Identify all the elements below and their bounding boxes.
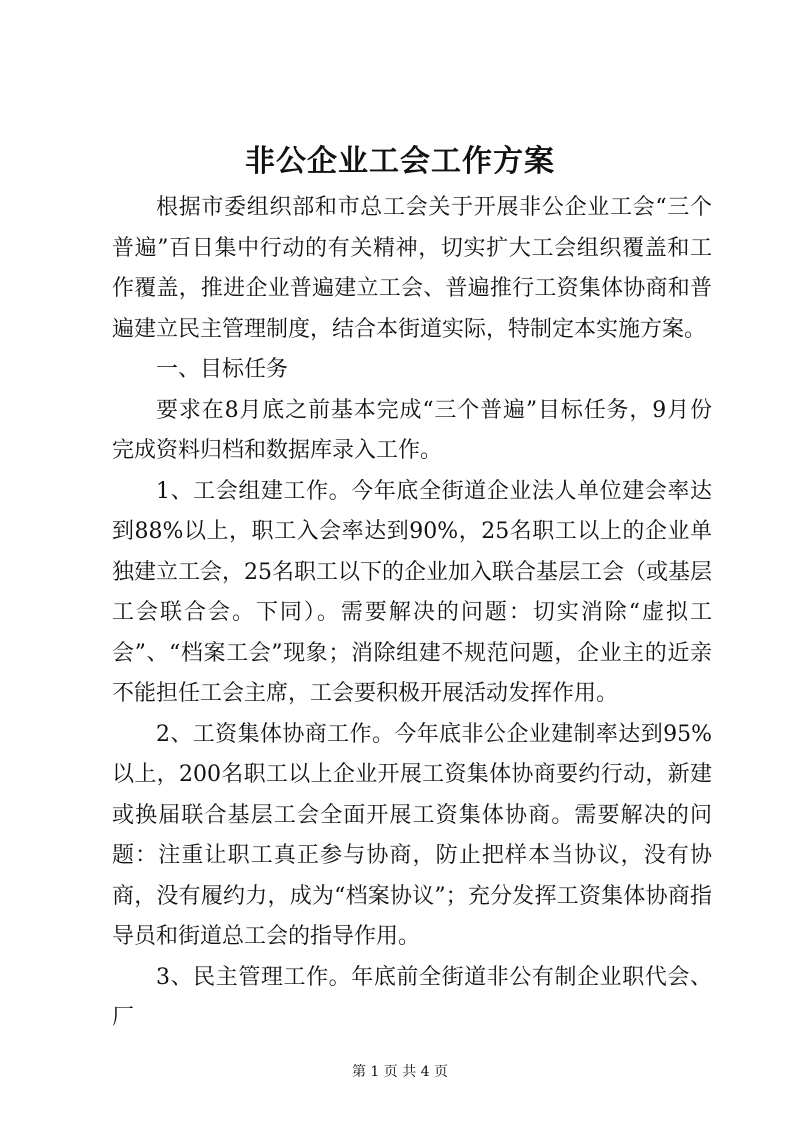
document-body [112,188,712,1039]
page-footer: 第 1 页 共 4 页 [351,1064,449,1080]
paragraph-item-1: 1、工会组建工作。今年底全街道企业法人单位建会率达到88%以上，职工入会率达到90%，25名职工以上的企业单独建立工会，25名职工以下的企业加入联合基层工会（或基层工会联合会。下同）。需要解决的问题：切实消除“虚拟工会”、“档案工会”现象；消除组建不规范问题，企业主的近亲不能担任工会主席，工会要积极开展活动发挥作用。 [112,478,712,706]
paragraph-item-2: 2、工资集体协商工作。今年底非公企业建制率达到95%以上，200名职工以上企业开展工资集体协商要约行动，新建或换届联合基层工会全面开展工资集体协商。需要解决的问题：注重让职工真正参与协商，防止把样本当协议，没有协商，没有履约力，成为“档案协议”；充分发挥工资集体协商指导员和街道总工会的指导作用。 [112,721,712,949]
paragraph-intro: 根据市委组织部和市总工会关于开展非公企业工会“三个普遍”百日集中行动的有关精神，切实扩大工会组织覆盖和工作覆盖，推进企业普遍建立工会、普遍推行工资集体协商和普遍建立民主管理制度，结合本街道实际，特制定本实施方案。 [112,195,712,342]
paragraph-item-3: 3、民主管理工作。年底前全街道非公有制企业职代会、厂 [112,964,712,1030]
section-heading-goals: 一、目标任务 [156,357,289,382]
paragraph-requirement: 要求在8月底之前基本完成“三个普遍”目标任务，9月份完成资料归档和数据库录入工作。 [112,397,712,463]
document-title: 非公企业工会工作方案 [245,144,555,179]
